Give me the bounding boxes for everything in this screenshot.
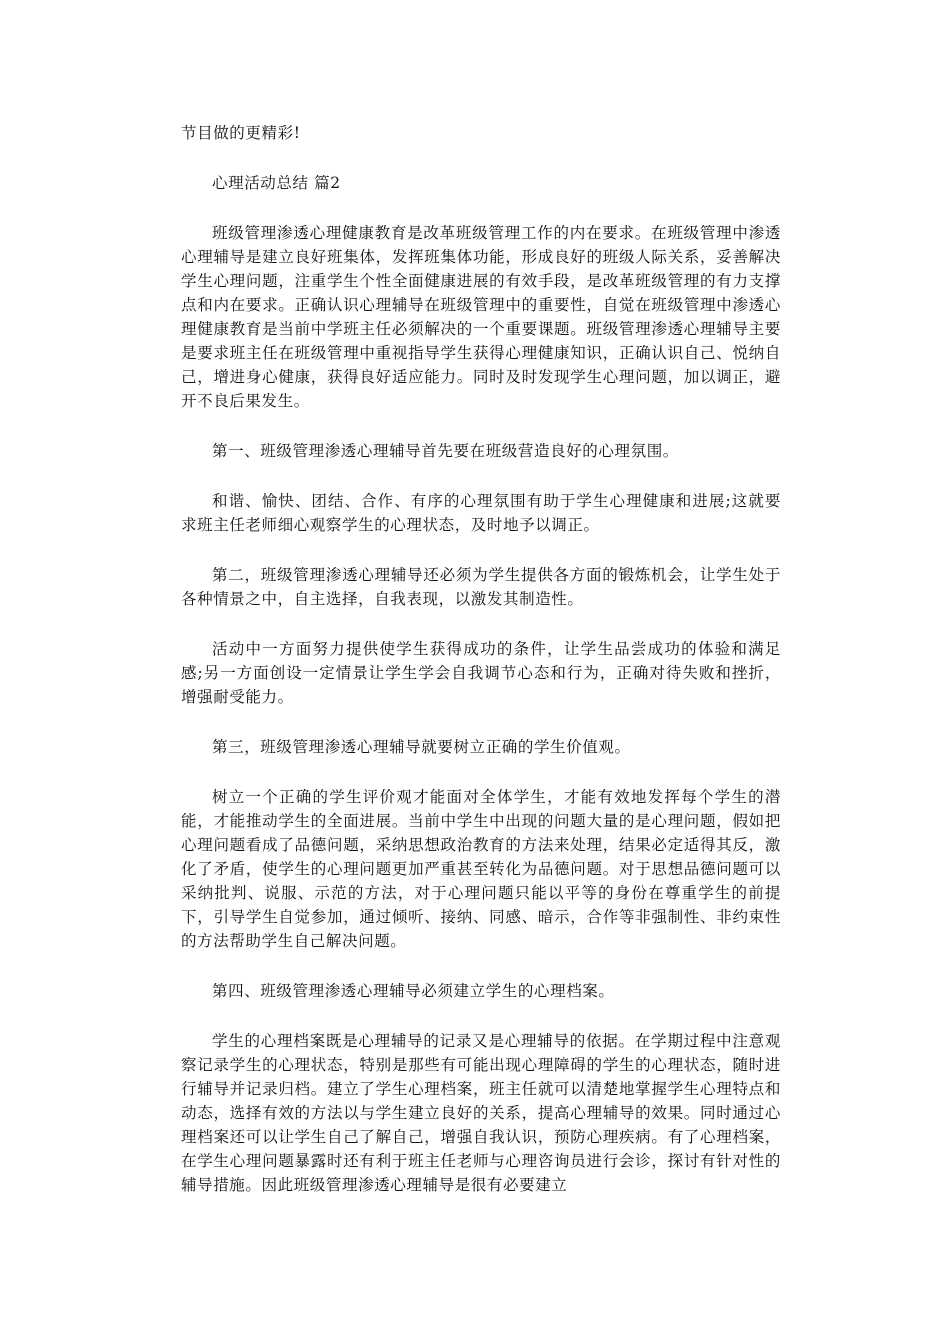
paragraph-intro: 班级管理渗透心理健康教育是改革班级管理工作的内在要求。在班级管理中渗透心理辅导是建立良好班集体，发挥班集体功能，形成良好的班级人际关系，妥善解决学生心理问题，注重学生个性全面健康进展的有效手段，是改革班级管理的有力支撑点和内在要求。正确认识心理辅导在班级管理中的重要性，自觉在班级管理中渗透心理健康教育是当前中学班主任必须解决的一个重要课题。班级管理渗透心理辅导主要是要求班主任在班级管理中重视指导学生获得心理健康知识，正确认识自己、悦纳自己，增进身心健康，获得良好适应能力。同时及时发现学生心理问题，加以调正，避开不良后果发生。 (181, 224, 781, 410)
section-title: 心理活动总结 篇2 (212, 174, 341, 192)
point-heading-1: 第一、班级管理渗透心理辅导首先要在班级营造良好的心理氛围。 (212, 442, 679, 460)
paragraph-point-1: 和谐、愉快、团结、合作、有序的心理氛围有助于学生心理健康和进展;这就要求班主任老师细心观察学生的心理状态，及时地予以调正。 (181, 492, 781, 534)
paragraph-point-4: 学生的心理档案既是心理辅导的记录又是心理辅导的依据。在学期过程中注意观察记录学生的心理状态，特别是那些有可能出现心理障碍的学生的心理状态，随时进行辅导并记录归档。建立了学生心理档案，班主任就可以清楚地掌握学生心理特点和动态，选择有效的方法以与学生建立良好的关系，提高心理辅导的效果。同时通过心理档案还可以让学生自己了解自己，增强自我认识，预防心理疾病。有了心理档案，在学生心理问题暴露时还有利于班主任老师与心理咨询员进行会诊，探讨有针对性的辅导措施。因此班级管理渗透心理辅导是很有必要建立 (181, 1032, 781, 1194)
document-body (181, 121, 781, 1223)
paragraph-point-3: 树立一个正确的学生评价观才能面对全体学生，才能有效地发挥每个学生的潜能，才能推动学生的全面进展。当前中学生中出现的问题大量的是心理问题，假如把心理问题看成了品德问题，采纳思想政治教育的方法来处理，结果必定适得其反，激化了矛盾，使学生的心理问题更加严重甚至转化为品德问题。对于思想品德问题可以采纳批判、说服、示范的方法，对于心理问题只能以平等的身份在尊重学生的前提下，引导学生自觉参加，通过倾听、接纳、同感、暗示，合作等非强制性、非约束性的方法帮助学生自己解决问题。 (181, 788, 781, 950)
paragraph-continuation: 节目做的更精彩! (181, 124, 301, 142)
paragraph-point-2: 活动中一方面努力提供使学生获得成功的条件，让学生品尝成功的体验和满足感;另一方面创设一定情景让学生学会自我调节心态和行为，正确对待失败和挫折，增强耐受能力。 (181, 640, 781, 706)
point-heading-3: 第三，班级管理渗透心理辅导就要树立正确的学生价值观。 (212, 738, 631, 756)
point-heading-4: 第四、班级管理渗透心理辅导必须建立学生的心理档案。 (212, 982, 615, 1000)
point-heading-2: 第二，班级管理渗透心理辅导还必须为学生提供各方面的锻炼机会，让学生处于各种情景之中，自主选择，自我表现，以激发其制造性。 (181, 566, 781, 608)
